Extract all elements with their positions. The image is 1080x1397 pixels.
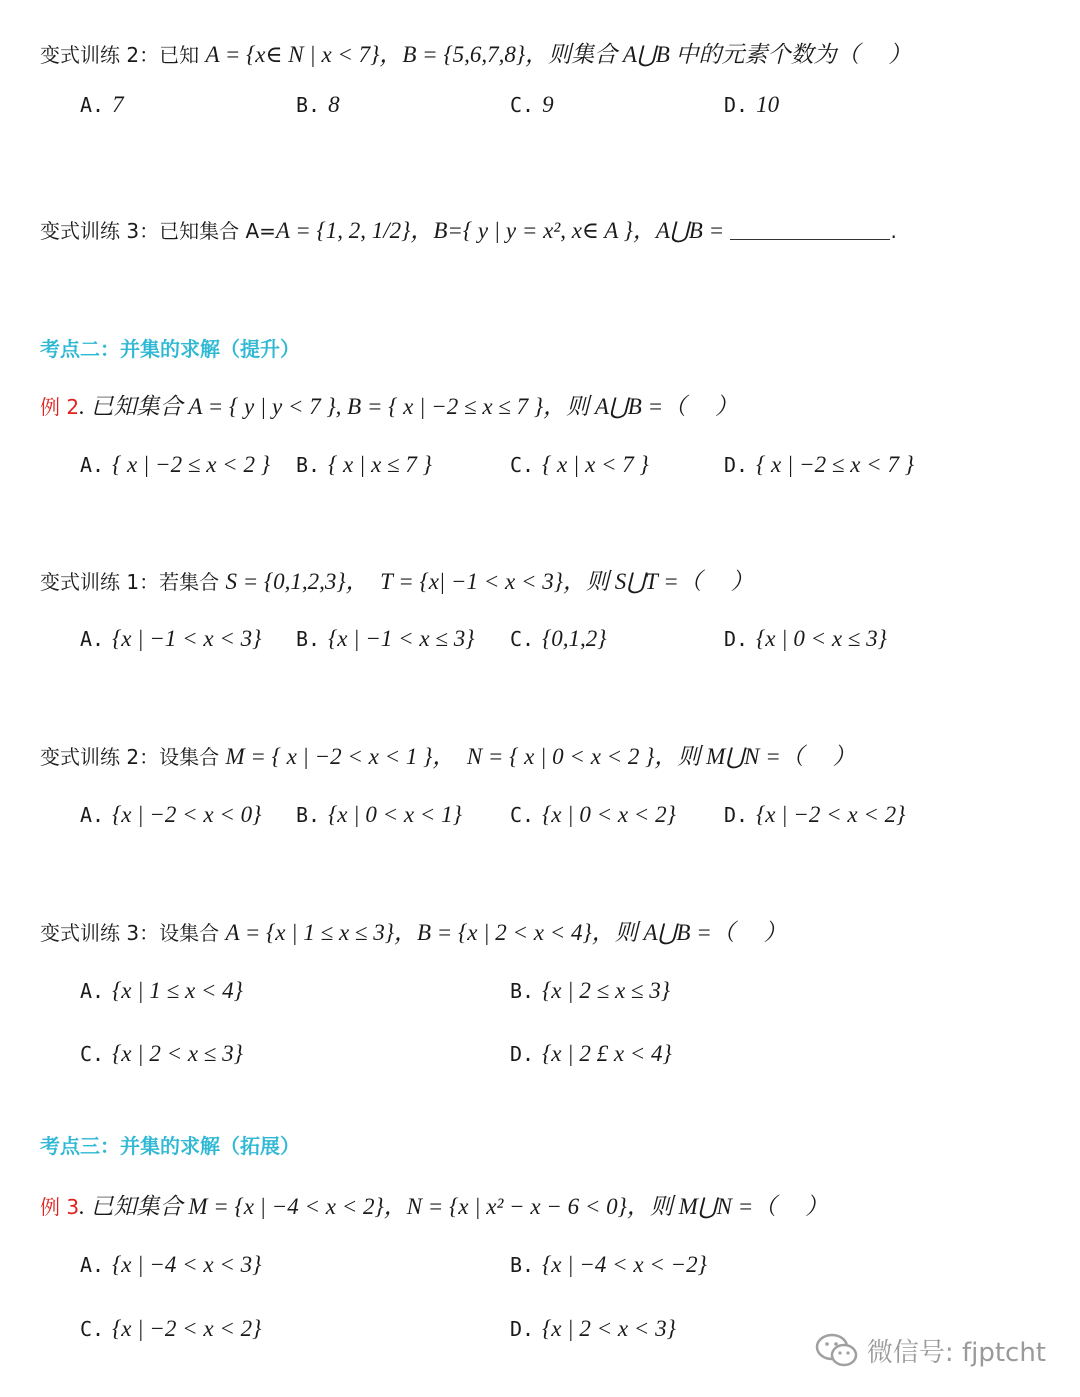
question-label: 变式训练 2：已知	[40, 43, 206, 67]
option-d: D. {x | 2 £ x < 4}	[510, 1041, 672, 1066]
watermark-text: 微信号: fjptcht	[866, 1338, 1046, 1368]
option-b: B. {x | −1 < x ≤ 3}	[296, 626, 475, 651]
section-heading: 考点三：并集的求解（拓展）	[40, 1134, 300, 1158]
option-d: D. {x | 2 < x < 3}	[510, 1316, 676, 1341]
option-c: C. 9	[510, 92, 554, 117]
question-math: M = { x | −2 < x < 1 }， N = { x | 0 < x < 2 }，则 M⋃N =（ ）	[225, 744, 856, 769]
question-label: 变式训练 2：设集合	[40, 745, 226, 769]
option-a: A. {x | −1 < x < 3}	[80, 626, 262, 651]
option-c: C. { x | x < 7 }	[510, 452, 649, 477]
option-c: C. {x | −2 < x < 2}	[80, 1316, 262, 1341]
question-v2b-stem	[40, 738, 856, 771]
option-d: D. 10	[724, 92, 780, 117]
option-b: B. {x | 2 ≤ x ≤ 3}	[510, 978, 670, 1003]
wechat-watermark	[815, 1332, 1046, 1369]
example-3-stem	[40, 1188, 828, 1221]
option-b: B. {x | 0 < x < 1}	[296, 802, 462, 827]
question-label: 变式训练 1：若集合	[40, 570, 226, 594]
option-d: D. {x | 0 < x ≤ 3}	[724, 626, 887, 651]
question-math: S = {0,1,2,3}， T = {x| −1 < x < 3}，则 S⋃T =（ ）	[225, 569, 754, 594]
option-a: A. { x | −2 ≤ x < 2 }	[80, 452, 270, 477]
option-b: B. 8	[296, 92, 340, 117]
option-a: A. {x | −4 < x < 3}	[80, 1252, 262, 1277]
option-b: B. {x | −4 < x < −2}	[510, 1252, 707, 1277]
option-c: C. {x | 0 < x < 2}	[510, 802, 676, 827]
question-v3a-stem: 变式训练 3：已知集合 A=A = {1, 2, 1/2}，B={ y | y = x², x∈ A }，A⋃B = .	[40, 218, 897, 243]
example-2-stem	[40, 388, 738, 421]
question-v2a-stem	[40, 36, 911, 69]
option-c: C. {0,1,2}	[510, 626, 607, 651]
option-d: D. { x | −2 ≤ x < 7 }	[724, 452, 914, 477]
question-math: . 已知集合 M = {x | −4 < x < 2}，N = {x | x² − x − 6 < 0}，则 M⋃N =（ ）	[79, 1194, 829, 1219]
question-math: A = {x∈ N | x < 7}，B = {5,6,7,8}，则集合 A⋃B 中的元素个数为（ ）	[205, 42, 912, 67]
question-v1b-stem	[40, 563, 753, 596]
example-label: 例 2	[40, 395, 80, 419]
option-a: A. {x | 1 ≤ x < 4}	[80, 978, 243, 1003]
option-a: A. {x | −2 < x < 0}	[80, 802, 262, 827]
question-label: 变式训练 3：已知集合 A=	[40, 219, 276, 243]
question-math: . 已知集合 A = { y | y < 7 }, B = { x | −2 ≤ x ≤ 7 }，则 A⋃B =（ ）	[79, 394, 738, 419]
question-label: 变式训练 3：设集合	[40, 921, 226, 945]
option-a: A. 7	[80, 92, 124, 117]
wechat-icon	[815, 1333, 859, 1369]
option-c: C. {x | 2 < x ≤ 3}	[80, 1041, 243, 1066]
option-d: D. {x | −2 < x < 2}	[724, 802, 906, 827]
option-b: B. { x | x ≤ 7 }	[296, 452, 432, 477]
answer-blank[interactable]	[730, 219, 890, 240]
question-v3b-stem	[40, 914, 786, 947]
question-math: A = {x | 1 ≤ x ≤ 3}，B = {x | 2 < x < 4}，则 A⋃B =（ ）	[225, 920, 787, 945]
question-math: A = {1, 2, 1/2}，B={ y | y = x², x∈ A }，A⋃B =	[275, 218, 725, 243]
example-label: 例 3	[40, 1195, 80, 1219]
section-heading: 考点二：并集的求解（提升）	[40, 337, 300, 361]
